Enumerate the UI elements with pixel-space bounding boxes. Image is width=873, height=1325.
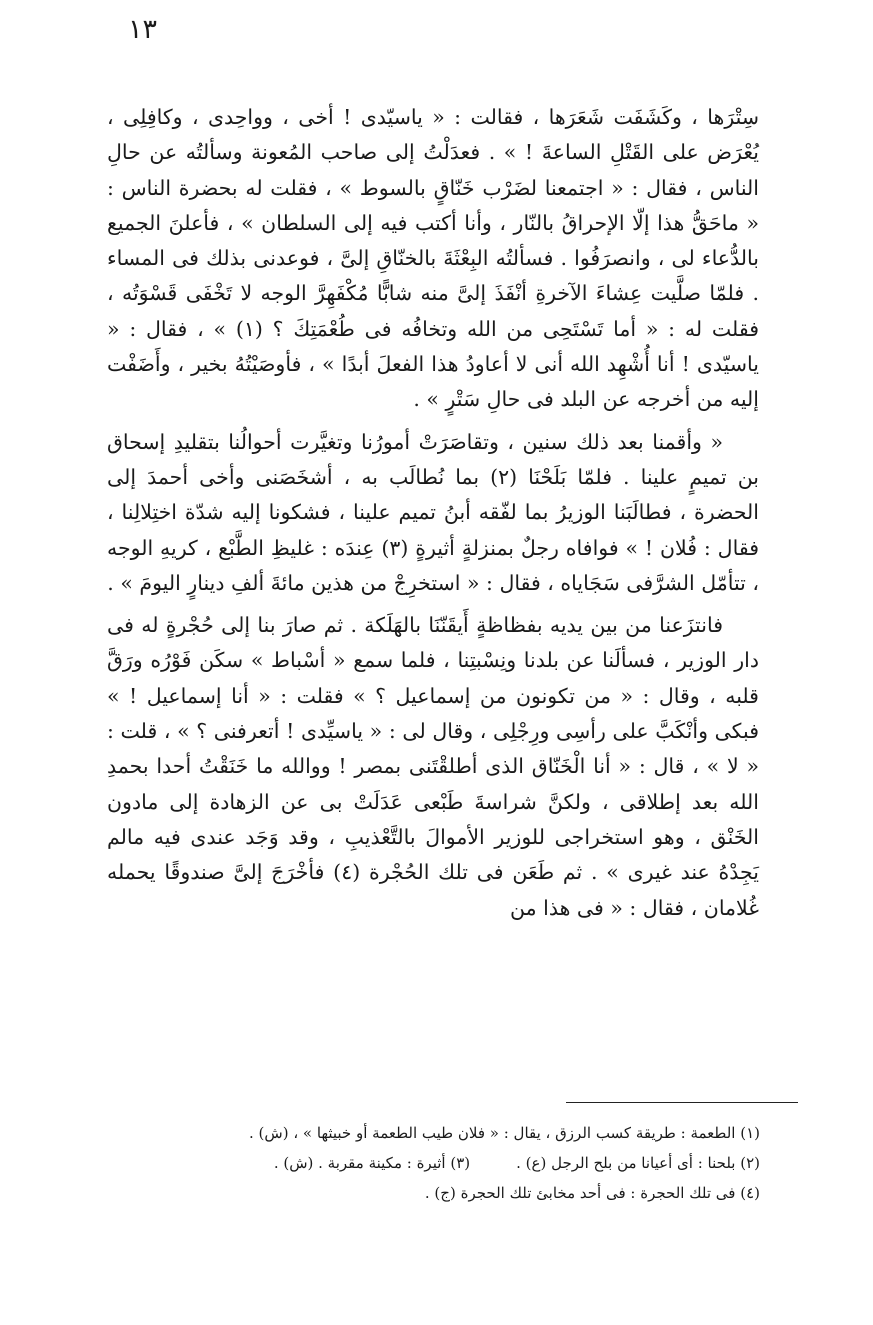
footnote-4: (٤) فى تلك الحجرة : فى أحد مخابئ تلك الحجرة (ج) . [424, 1184, 760, 1202]
main-text [107, 100, 759, 933]
footnote-1: (١) الطعمة : طريقة كسب الرزق ، يقال : « فلان طيب الطعمة أو خبيثها » ، (ش) . [249, 1124, 760, 1142]
paragraph-1: سِتْرَها ، وكَشَفَت شَعَرَها ، فقالت : « ياسيّدى ! أخى ، وواحِدى ، وكافِلِى ، يُعْرَض على القَتْلِ الساعةَ ! » . فعدَلْتُ إلى صاحب المُعونة وسألتُه عن حالِ الناس ، فقال : « اجتمعنا لضَرْب خَنّاقٍ بالسوط » ، فقلت له بحضرة الناس : « ماحَقُّ هذا إلّا الإحراقُ بالنّار ، وأنا أكتب فيه إلى السلطان » ، فأعلنَ الجميع بالدُّعاء لى ، وانصرَفُوا . فسألتُه البِعْثَةَ بالخنّاقِ إلىَّ ، فوعدنى بذلك فى المساء . فلمّا صلَّيت عِشاءَ الآخرةِ أنْفَذَ إلىَّ منه شابًّا مُكْفَهِرَّ الوجه لا تَخْفَى قَسْوَتُه ، فقلت له : « أما تَسْتَحِى من الله وتخافُه فى طُعْمَتِكَ ؟ (١) » ، فقال : « ياسيّدى ! أنا أُشْهِد الله أنى لا أعاودُ هذا الفعلَ أبدًا » ، فأوصَيْتُهُ بخير ، وأَضَفْت إليه من أخرجه عن البلد فى حالِ سَتْرٍ » . [107, 105, 759, 412]
footnote-2: (٢) بلحنا : أى أعيانا من بلح الرجل (ع) . [516, 1154, 760, 1172]
page-number: ١٣ [128, 14, 158, 45]
footnote-3: (٣) أثيرة : مكينة مقربة . (ش) . [273, 1154, 471, 1172]
footnotes [120, 1118, 760, 1208]
paragraph-3: فانتزَعنا من بين يديه بفظاظةٍ أَيقَنّنَا بالهَلَكة . ثم صارَ بنا إلى حُجْرةٍ له فى دار الوزير ، فسألَنا عن بلدنا ونِسْبتِنا ، فلما سمع « أسْباط » سكَن فَوْرُه ورَقَّ قلبه ، وقال : « من تكونون من إسماعيل ؟ » فقلت : « أنا إسماعيل ! » فبكى وأنْكَبَّ على رأسِى ورِجْلِى ، وقال لى : « ياسيِّدى ! أتعرفنى ؟ » ، قلت : « لا » ، قال : « أنا الْخَنّاق الذى أطلقْتَنى بمصر ! ووالله ما خَنَقْتُ أحدا بحمدِ الله بعد إطلاقى ، ولكنَّ شراسةَ طَبْعى عَدَلَتْ بى عن الزهادة إلى مادون الخَنْق ، وهو استخراجى للوزير الأموالَ بالتَّعْذيبِ ، وقد وَجَد عندى فيه مالم يَجِدْهُ عند غيرى » . ثم طَعَن فى تلك الحُجْرة (٤) فأخْرَجَ إلىَّ صندوقًا يحمله غُلامان ، فقال : « فى هذا من [107, 613, 759, 920]
footnote-row-2-3 [120, 1148, 760, 1178]
footnote-divider [566, 1102, 798, 1103]
paragraph-2: « وأقمنا بعد ذلك سنين ، وتقاصَرَتْ أمورُنا وتغيَّرت أحوالُنا بتقليدِ إسحاق بن تميمٍ علينا . فلمّا بَلَحْنَا (٢) بما نُطالَب به ، أشخَصَنى وأخى أحمدَ إلى الحضرة ، فطالَبَنا الوزيرُ بما لفّقه أبنُ تميم علينا ، فشكونا إليه شدّة اختِلالِنا ، فقال : فُلان ! » فوافاه رجلٌ بمنزلةٍ أثيرةٍ (٣) عِندَه : غليظِ الطَّبْع ، كريهِ الوجه ، تتأمّل الشرَّفى سَجَاياه ، فقال : « استخرِجْ من هذين مائةَ ألفِ دينارٍ اليومَ » . [107, 429, 760, 595]
